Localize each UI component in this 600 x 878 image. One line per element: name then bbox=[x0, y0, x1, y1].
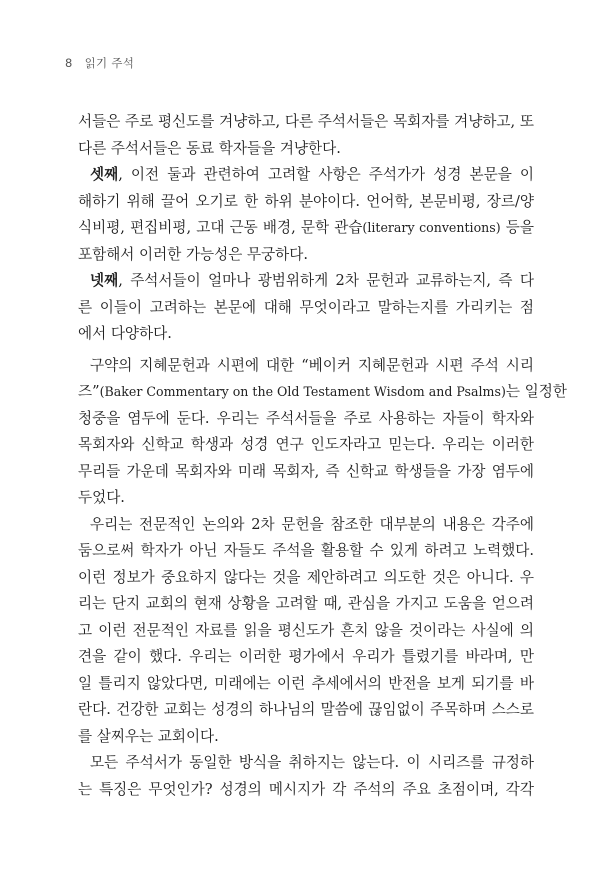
text-line: 를 살찌우는 교회이다. bbox=[78, 727, 219, 745]
latin-text: (literary conventions) bbox=[362, 220, 501, 235]
text-run: , 이전 둘과 관련하여 고려할 사항은 주석가가 성경 본문을 이 bbox=[118, 166, 534, 183]
body-text bbox=[78, 109, 567, 803]
text-run: 등을 bbox=[500, 219, 534, 236]
text-line bbox=[78, 162, 534, 189]
running-head-title: 읽기 주석 bbox=[84, 56, 135, 70]
text-line: 구약의 지혜문헌과 시편에 대한 “베이커 지혜문헌과 시편 주석 시리 bbox=[90, 356, 534, 374]
text-line: 해하기 위해 끌어 오기로 한 하위 분야이다. 언어학, 본문비평, 장르/양 bbox=[78, 192, 534, 210]
text-line: 모든 주석서가 동일한 방식을 취하지는 않는다. 이 시리즈를 규정하 bbox=[90, 754, 534, 771]
text-line: 에서 다양하다. bbox=[78, 325, 172, 342]
text-line bbox=[78, 379, 567, 406]
text-line: 서들은 주로 평신도를 겨냥하고, 다른 주석서들은 목회자를 겨냥하고, 또 bbox=[78, 113, 534, 130]
text-line: 른 이들이 고려하는 본문에 대해 무엇이라고 말하는지를 가리키는 점 bbox=[78, 298, 534, 316]
page-number: 8 bbox=[65, 56, 73, 70]
text-run: 즈” bbox=[78, 383, 100, 400]
running-head bbox=[65, 55, 134, 71]
text-line: 견을 같이 했다. 우리는 이러한 평가에서 우리가 틀렸기를 바라며, 만 bbox=[78, 648, 534, 665]
bold-lead: 셋째 bbox=[90, 166, 119, 183]
text-line: 포함해서 이러한 가능성은 무궁하다. bbox=[78, 245, 309, 263]
latin-text: (Baker Commentary on the Old Testament Wisdom and Psalms) bbox=[99, 384, 506, 399]
bold-lead: 넷째 bbox=[90, 272, 119, 289]
text-line: 우리는 전문적인 논의와 2차 문헌을 참조한 대부분의 내용은 각주에 bbox=[90, 515, 534, 533]
text-line: 두었다. bbox=[78, 489, 125, 506]
text-run: 식비평, 편집비평, 고대 근동 배경, 문학 관습 bbox=[78, 219, 363, 236]
text-line: 목회자와 신학교 학생과 성경 연구 인도자라고 믿는다. 우리는 이러한 bbox=[78, 436, 534, 453]
text-line bbox=[78, 268, 534, 295]
text-line: 다른 주석서들은 동료 학자들을 겨냥한다. bbox=[78, 139, 341, 157]
text-line: 일 틀리지 않았다면, 미래에는 이런 추세에서의 반전을 보게 되기를 바 bbox=[78, 674, 534, 692]
text-line: 리는 단지 교회의 현재 상황을 고려할 때, 관심을 가지고 도움을 얻으려 bbox=[78, 595, 534, 612]
text-line: 청중을 염두에 둔다. 우리는 주석서들을 주로 사용하는 자들이 학자와 bbox=[78, 409, 534, 427]
text-line: 고 이런 전문적인 자료를 읽을 평신도가 흔치 않을 것이라는 사실에 의 bbox=[78, 621, 534, 639]
text-line: 이런 정보가 중요하지 않다는 것을 제안하려고 의도한 것은 아니다. 우 bbox=[78, 568, 534, 586]
text-line: 란다. 건강한 교회는 성경의 하나님의 말씀에 끊임없이 주목하며 스스로 bbox=[78, 701, 534, 718]
text-line: 둠으로써 학자가 아닌 자들도 주석을 활용할 수 있게 하려고 노력했다. bbox=[78, 542, 534, 559]
text-line: 무리들 가운데 목회자와 미래 목회자, 즉 신학교 학생들을 가장 염두에 bbox=[78, 462, 534, 480]
text-line: 는 특징은 무엇인가? 성경의 메시지가 각 주석의 주요 초점이며, 각각 bbox=[78, 780, 534, 798]
text-run: 는 일정한 bbox=[505, 383, 567, 400]
text-line bbox=[78, 215, 534, 242]
text-run: , 주석서들이 얼마나 광범위하게 2차 문헌과 교류하는지, 즉 다 bbox=[118, 272, 534, 289]
